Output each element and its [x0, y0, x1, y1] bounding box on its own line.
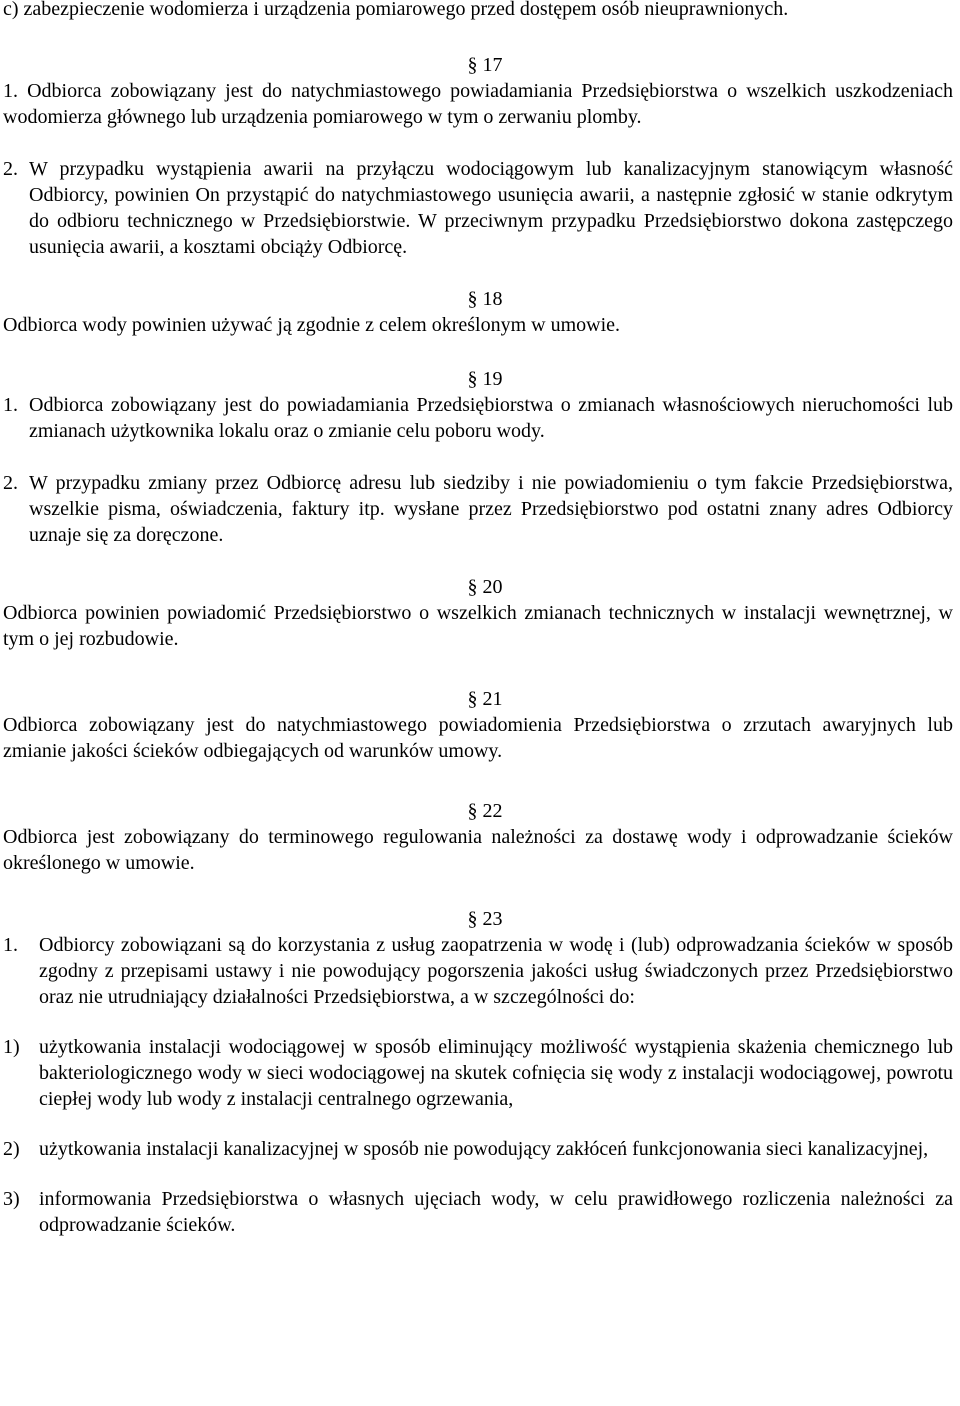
list-text: użytkowania instalacji wodociągowej w sposób eliminujący możliwość wystąpienia skażenia chemicznego lub bakteriologicznego wody w sieci wodociągowej na skutek cofnięcia się wody z instalacji wodociągowej, powrotu ciepłej wody lub wody z instalacji centralnego ogrzewania, — [39, 1036, 953, 1110]
point-text: Odbiorcy zobowiązani są do korzystania z usług zaopatrzenia w wodę i (lub) odprowadzania ścieków w sposób zgodny z przepisami ustawy i nie powodujący pogorszenia jakości usług świadczonych przez Przedsiębiorstwo oraz nie utrudniający działalności Przedsiębiorstwa, a w szczególności do: — [39, 934, 953, 1008]
list-number: 3) — [3, 1188, 20, 1210]
section-21-heading: § 21 — [467, 688, 503, 710]
list-number: 1) — [3, 1036, 20, 1058]
section-18-text: Odbiorca wody powinien używać ją zgodnie z celem określonym w umowie. — [3, 314, 621, 336]
document-page — [3, 0, 953, 1238]
section-19-point-1 — [3, 392, 953, 444]
section-22-heading: § 22 — [467, 800, 503, 822]
section-17-heading: § 17 — [467, 54, 503, 76]
point-number: 2. — [3, 158, 18, 180]
section-23-heading: § 23 — [467, 908, 503, 930]
section-21-text: Odbiorca zobowiązany jest do natychmiastowego powiadomienia Przedsiębiorstwa o zrzutach awaryjnych lub zmianie jakości ścieków odbiegających od warunków umowy. — [3, 714, 953, 762]
point-number: 1. — [3, 394, 18, 416]
section-19-point-2 — [3, 470, 953, 548]
section-23-point-1 — [3, 932, 953, 1010]
list-item-2 — [3, 1136, 953, 1162]
list-text: użytkowania instalacji kanalizacyjnej w sposób nie powodujący zakłóceń funkcjonowania sieci kanalizacyjnej, — [39, 1138, 929, 1160]
paragraph-16c: c) zabezpieczenie wodomierza i urządzenia pomiarowego przed dostępem osób nieuprawnionych. — [3, 0, 789, 20]
point-text: Odbiorca zobowiązany jest do powiadamiania Przedsiębiorstwa o zmianach własnościowych nieruchomości lub zmianach użytkownika lokalu oraz o zmianie celu poboru wody. — [29, 394, 953, 442]
list-number: 2) — [3, 1138, 20, 1160]
point-number: 1. — [3, 934, 18, 956]
section-17-point-2 — [3, 156, 953, 260]
section-18-heading: § 18 — [467, 288, 503, 310]
section-22-text: Odbiorca jest zobowiązany do terminowego regulowania należności za dostawę wody i odprowadzanie ścieków określonego w umowie. — [3, 826, 953, 874]
list-item-3 — [3, 1186, 953, 1238]
section-19-heading: § 19 — [467, 368, 503, 390]
list-item-1 — [3, 1034, 953, 1112]
section-17-point-1: 1. Odbiorca zobowiązany jest do natychmiastowego powiadamiania Przedsiębiorstwa o wszelkich uszkodzeniach wodomierza głównego lub urządzenia pomiarowego w tym o zerwaniu plomby. — [3, 80, 953, 128]
point-text: W przypadku zmiany przez Odbiorcę adresu lub siedziby i nie powiadomieniu o tym fakcie Przedsiębiorstwa, wszelkie pisma, oświadczenia, faktury itp. wysłane przez Przedsiębiorstwo pod ostatni znany adres Odbiorcy uznaje się za doręczone. — [29, 472, 953, 546]
point-text: W przypadku wystąpienia awarii na przyłączu wodociągowym lub kanalizacyjnym stanowiącym własność Odbiorcy, powinien On przystąpić do natychmiastowego usunięcia awarii, a następnie zgłosić w stanie odkrytym do odbioru technicznego w Przedsiębiorstwie. W przeciwnym przypadku Przedsiębiorstwo dokona zastępczego usunięcia awarii, a kosztami obciąży Odbiorcę. — [29, 158, 953, 258]
section-20-text: Odbiorca powinien powiadomić Przedsiębiorstwo o wszelkich zmianach technicznych w instalacji wewnętrznej, w tym o jej rozbudowie. — [3, 602, 953, 650]
list-text: informowania Przedsiębiorstwa o własnych ujęciach wody, w celu prawidłowego rozliczenia należności za odprowadzanie ścieków. — [39, 1188, 953, 1236]
point-number: 2. — [3, 472, 18, 494]
section-20-heading: § 20 — [467, 576, 503, 598]
